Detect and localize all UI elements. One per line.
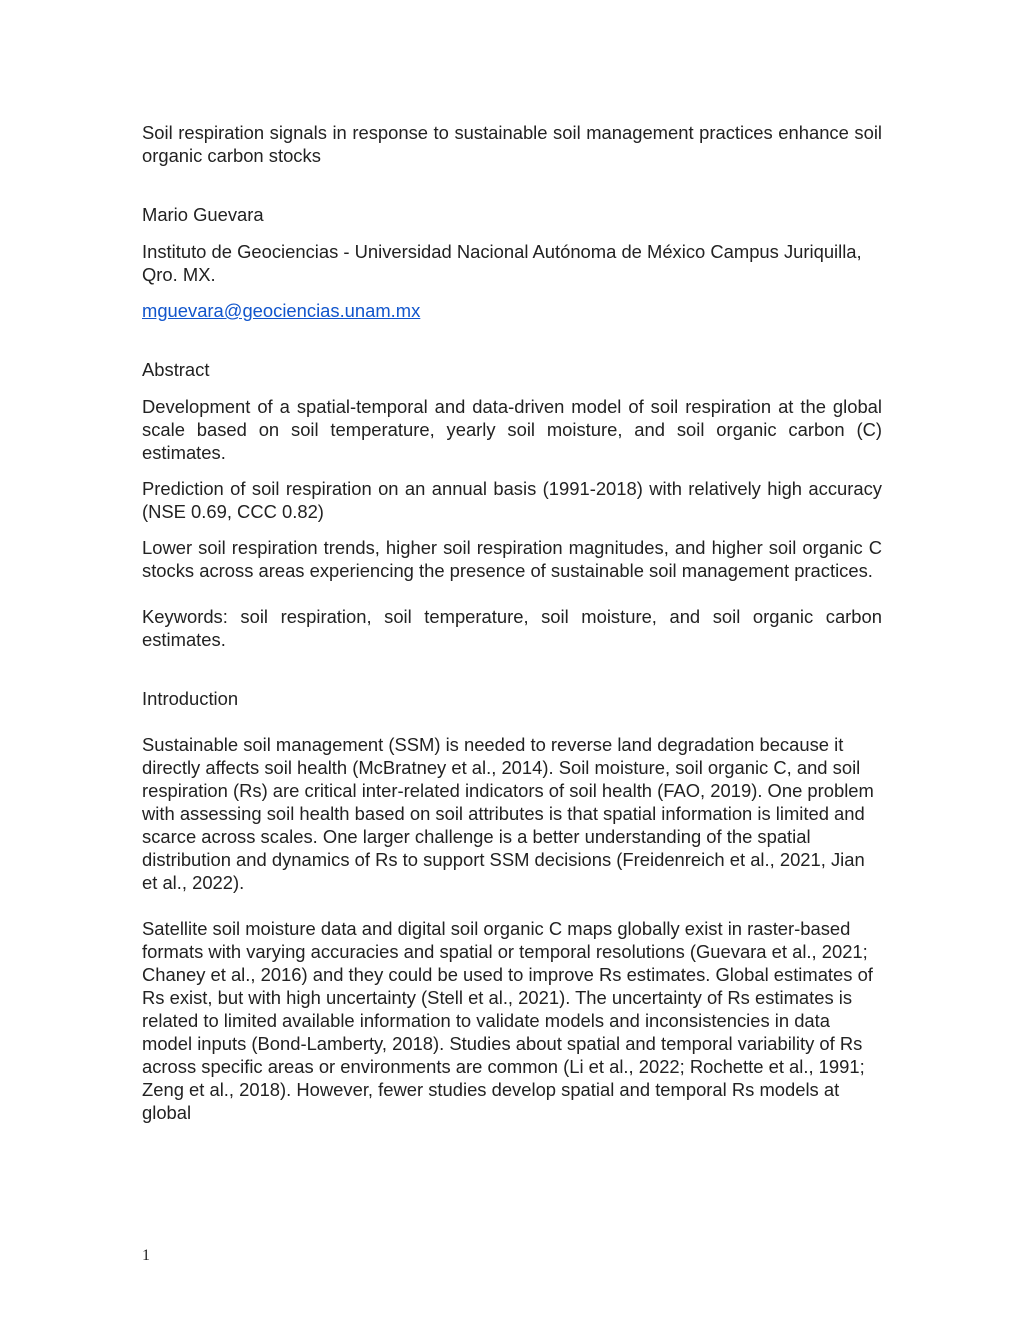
abstract-paragraph: Development of a spatial-temporal and data-driven model of soil respiration at the global scale based on soil temperature, yearly soil moisture, and soil organic carbon (C) estimates. xyxy=(142,396,882,463)
affiliation-line: Instituto de Geociencias - Universidad Nacional Autónoma de México Campus Juriquilla, xyxy=(142,241,862,262)
paper-page xyxy=(142,121,882,1124)
author-email-link[interactable]: mguevara@geociencias.unam.mx xyxy=(142,300,421,321)
affiliation xyxy=(142,240,882,286)
introduction-heading: Introduction xyxy=(142,688,239,709)
abstract-paragraph: Lower soil respiration trends, higher soil respiration magnitudes, and higher soil organic C stocks across areas experiencing the presence of sustainable soil management practices. xyxy=(142,537,882,581)
author-name: Mario Guevara xyxy=(142,204,264,225)
affiliation-line: Qro. MX. xyxy=(142,264,216,285)
abstract-paragraph: Prediction of soil respiration on an annual basis (1991-2018) with relatively high accuracy (NSE 0.69, CCC 0.82) xyxy=(142,478,882,522)
introduction-paragraph: Sustainable soil management (SSM) is needed to reverse land degradation because it directly affects soil health (McBratney et al., 2014). Soil moisture, soil organic C, and soil respiration (Rs) are critical inter-related indicators of soil health (FAO, 2019). One problem with assessing soil health based on soil attributes is that spatial information is limited and scarce across scales. One larger challenge is a better understanding of the spatial distribution and dynamics of Rs to support SSM decisions (Freidenreich et al., 2021, Jian et al., 2022). xyxy=(142,734,874,893)
page-number: 1 xyxy=(142,1247,150,1264)
keywords: Keywords: soil respiration, soil temperature, soil moisture, and soil organic carbon estimates. xyxy=(142,606,882,650)
paper-title: Soil respiration signals in response to sustainable soil management practices enhance soil organic carbon stocks xyxy=(142,122,882,166)
introduction-paragraph: Satellite soil moisture data and digital soil organic C maps globally exist in raster-based formats with varying accuracies and spatial or temporal resolutions (Guevara et al., 2021; Chaney et al., 2016) and they could be used to improve Rs estimates. Global estimates of Rs exist, but with high uncertainty (Stell et al., 2021). The uncertainty of Rs estimates is related to limited available information to validate models and inconsistencies in data model inputs (Bond-Lamberty, 2018). Studies about spatial and temporal variability of Rs across specific areas or environments are common (Li et al., 2022; Rochette et al., 1991; Zeng et al., 2018). However, fewer studies develop spatial and temporal Rs models at global xyxy=(142,918,873,1123)
abstract-heading: Abstract xyxy=(142,359,210,380)
